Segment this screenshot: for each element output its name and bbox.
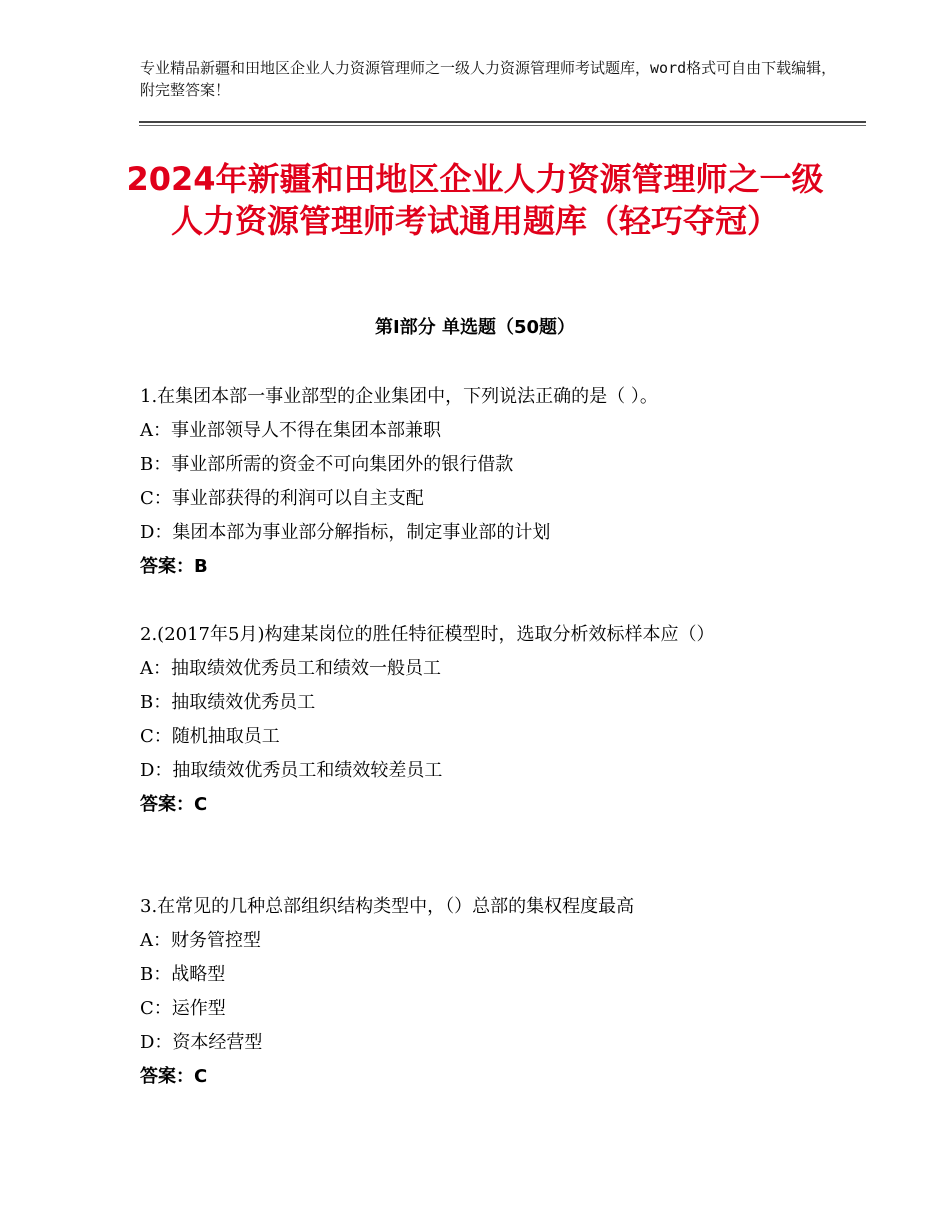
option-b: B：抽取绩效优秀员工 (140, 692, 316, 713)
header-rule-thick (139, 121, 866, 123)
option-d: D：资本经营型 (140, 1032, 263, 1053)
question-stem: 1.在集团本部一事业部型的企业集团中，下列说法正确的是（ ）。 (140, 386, 658, 407)
question-block (140, 380, 820, 584)
answer-label: 答案：C (140, 794, 208, 815)
option-a: A：事业部领导人不得在集团本部兼职 (140, 420, 441, 441)
header-note: 专业精品新疆和田地区企业人力资源管理师之一级人力资源管理师考试题库，word格式可自由下载编辑，附完整答案！ (140, 59, 837, 99)
option-d: D：集团本部为事业部分解指标，制定事业部的计划 (140, 522, 551, 543)
option-c: C：随机抽取员工 (140, 726, 280, 747)
question-stem: 3.在常见的几种总部组织结构类型中，（）总部的集权程度最高 (140, 896, 635, 917)
question-stem: 2.(2017年5月)构建某岗位的胜任特征模型时，选取分析效标样本应（） (140, 624, 715, 645)
answer-label: 答案：B (140, 556, 208, 577)
question-block (140, 890, 820, 1094)
option-a: A：财务管控型 (140, 930, 261, 951)
option-c: C：事业部获得的利润可以自主支配 (140, 488, 424, 509)
option-b: B：战略型 (140, 964, 226, 985)
option-a: A：抽取绩效优秀员工和绩效一般员工 (140, 658, 441, 679)
header-rule-thin (139, 125, 866, 126)
section-heading: 第Ⅰ部分 单选题（50题） (374, 317, 575, 338)
option-c: C：运作型 (140, 998, 226, 1019)
question-block (140, 618, 800, 822)
document-title: 2024年新疆和田地区企业人力资源管理师之一级人力资源管理师考试通用题库（轻巧夺冠） (126, 160, 824, 240)
option-d: D：抽取绩效优秀员工和绩效较差员工 (140, 760, 443, 781)
option-b: B：事业部所需的资金不可向集团外的银行借款 (140, 454, 514, 475)
answer-label: 答案：C (140, 1066, 208, 1087)
